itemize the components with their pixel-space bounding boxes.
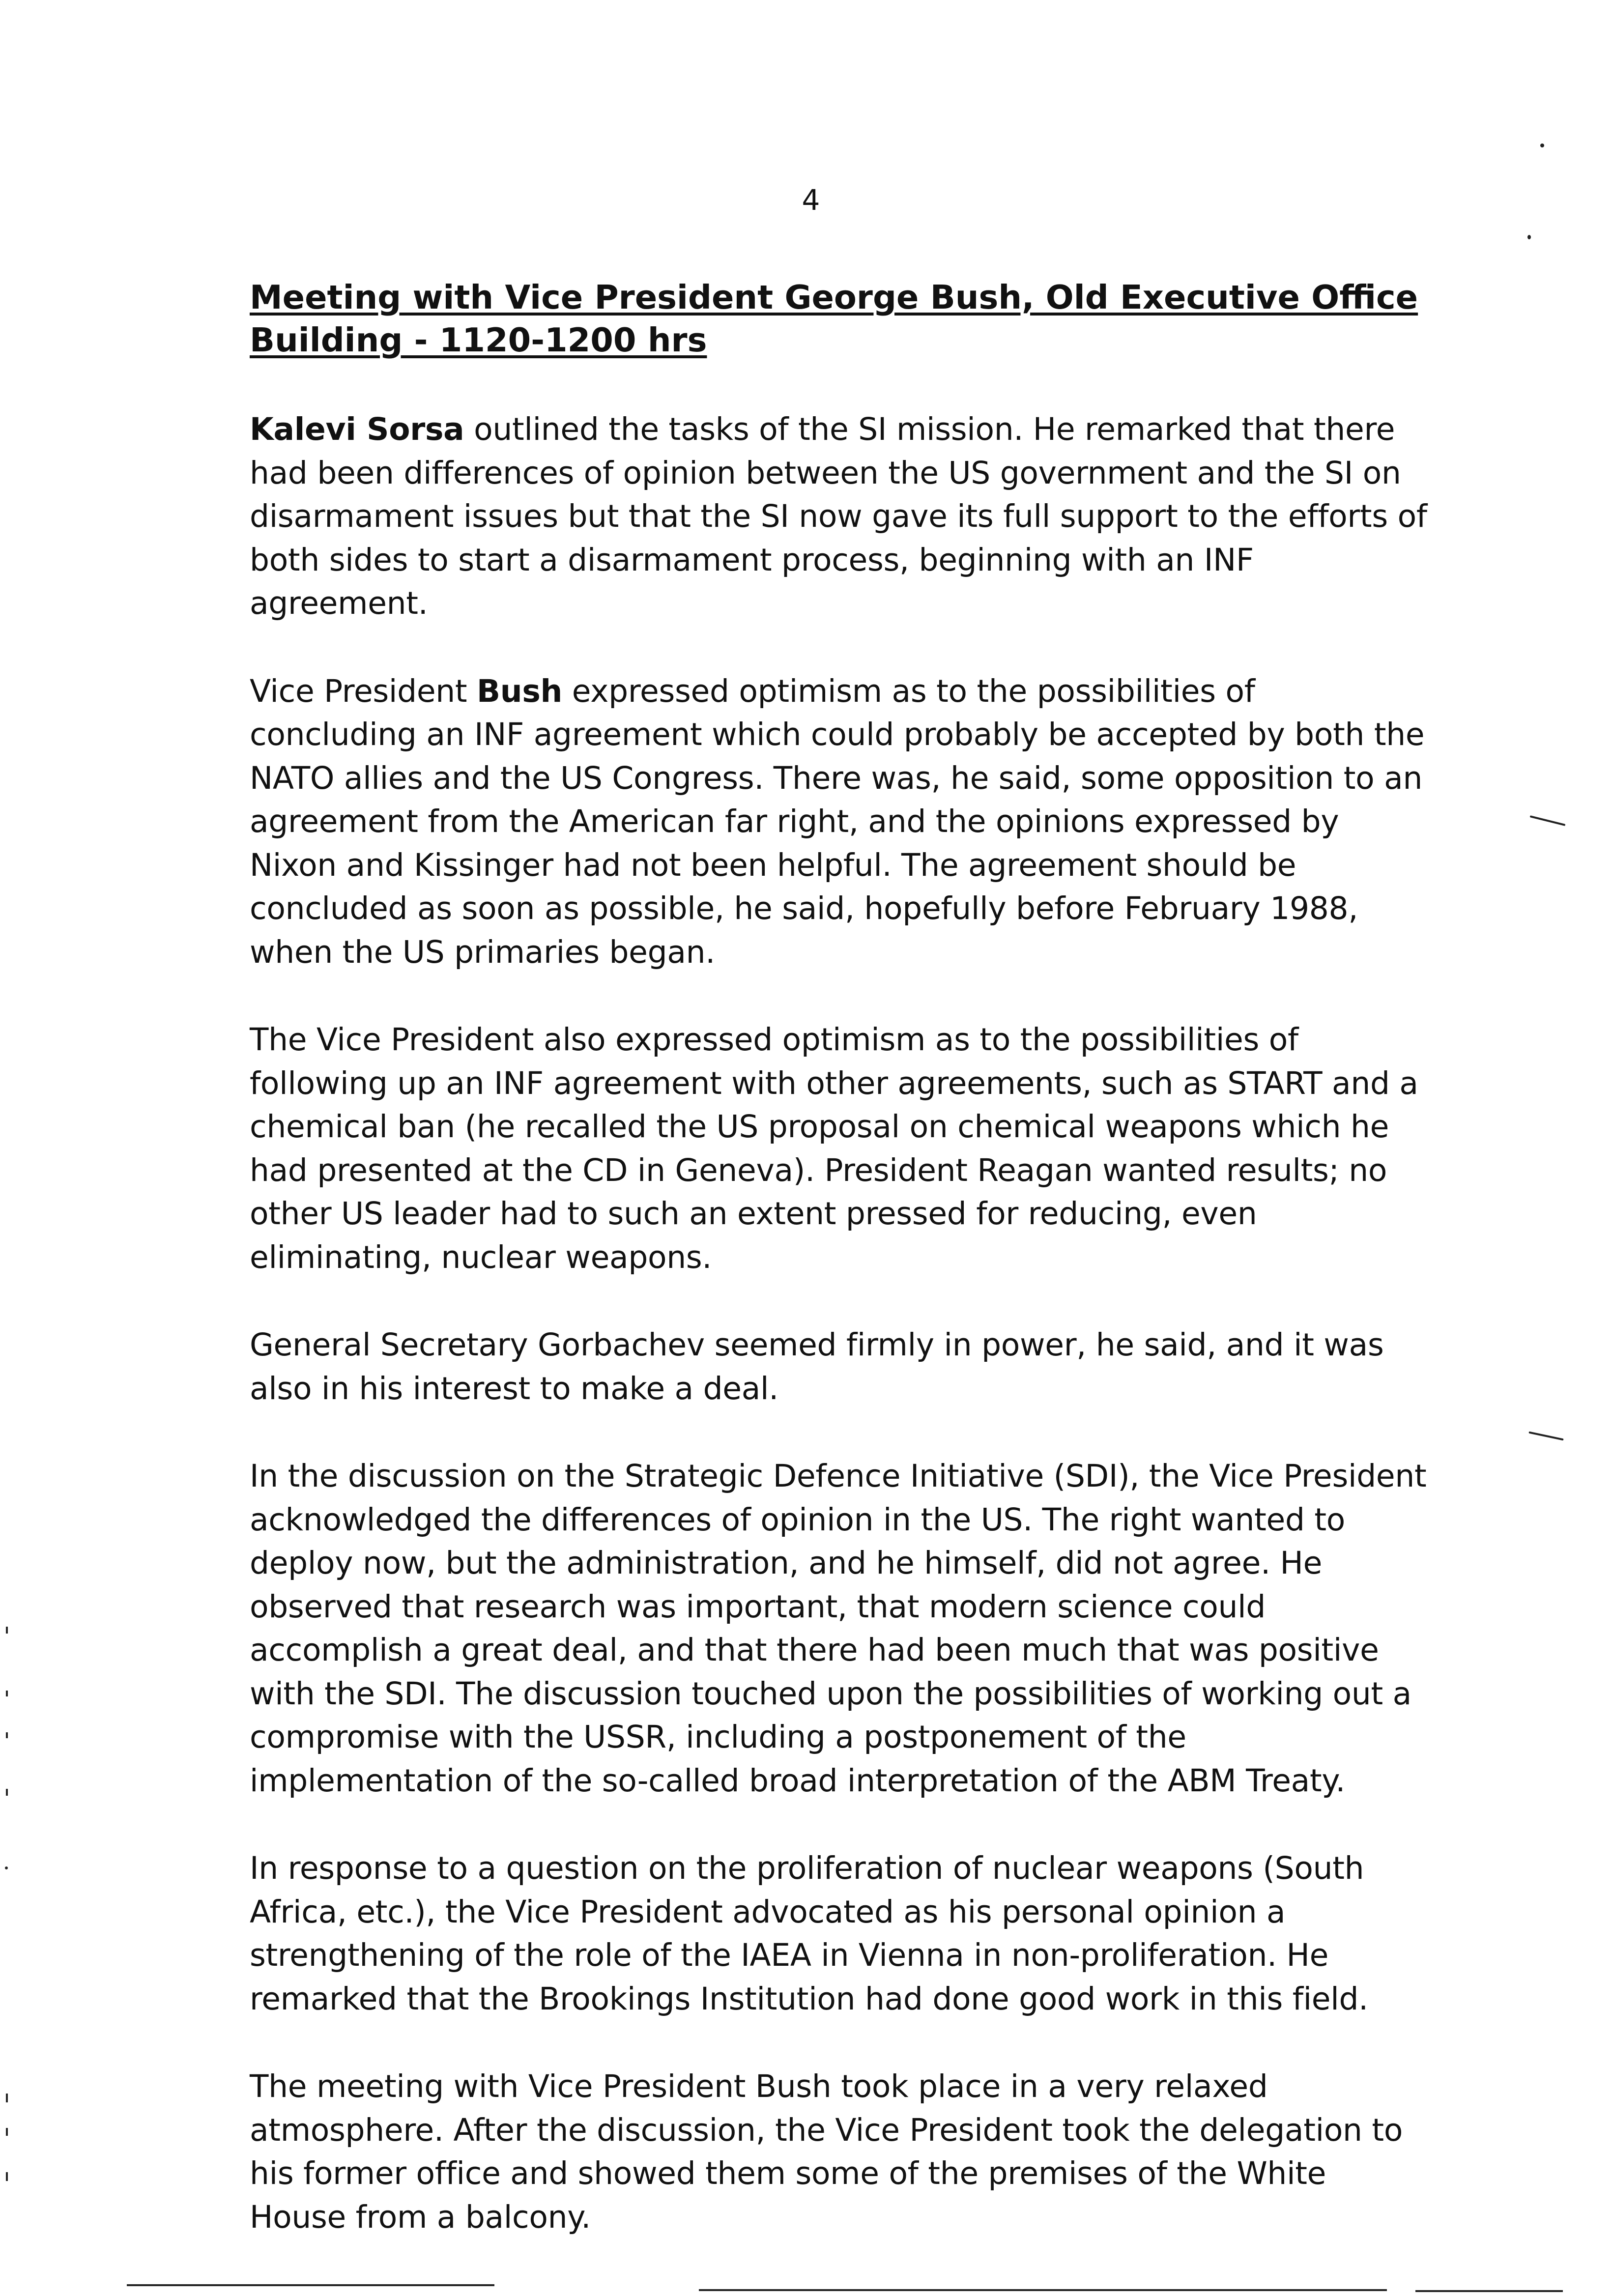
scan-speck xyxy=(1527,235,1531,239)
bottom-rule-left xyxy=(127,2284,494,2286)
document-body xyxy=(250,408,1429,2283)
paragraph-sdi: In the discussion on the Strategic Defence Initiative (SDI), the Vice President acknowledged the differences of opinion in the US. The right wanted to deploy now, but the administration, and he himself, did not agree. He observed that research was important, that modern science could accomplish a great deal, and that there had been much that was positive with the SDI. The discussion touched upon the possibilities of working out a compromise with the USSR, including a postponement of the implementation of the so-called broad interpretation of the ABM Treaty. xyxy=(250,1458,1427,1799)
paragraph-text: outlined the tasks of the SI mission. He remarked that there had been differences of opinion between the US government and the SI on disarmament issues but that the SI now gave its full support to the efforts of both sides to start a disarmament process, beginning with an INF agreement. xyxy=(250,411,1427,621)
meeting-heading: Meeting with Vice President George Bush, Old Executive Office Building - 1120-1200 hrs xyxy=(250,278,1418,359)
paragraph-atmosphere: The meeting with Vice President Bush took place in a very relaxed atmosphere. After the discussion, the Vice President took the delegation to his former office and showed them some of the premises of the White House from a balcony. xyxy=(250,2068,1403,2235)
paragraph-bush-optimism xyxy=(250,670,1429,975)
scan-speck xyxy=(6,2128,8,2136)
paragraph-lead: Vice President xyxy=(250,673,477,709)
paragraph-sorsa xyxy=(250,408,1429,626)
scan-speck xyxy=(6,2094,8,2102)
scan-speck xyxy=(6,2172,8,2181)
margin-mark xyxy=(1528,1432,1563,1441)
scan-speck xyxy=(6,1789,8,1796)
paragraph-proliferation: In response to a question on the proliferation of nuclear weapons (South Africa, etc.), the Vice President advocated as his personal opinion a strengthening of the role of the IAEA in Vienna in non-proliferation. He remarked that the Brookings Institution had done good work in this field. xyxy=(250,1850,1368,2017)
paragraph-follow-up-agreements: The Vice President also expressed optimism as to the possibilities of following up an INF agreement with other agreements, such as START and a chemical ban (he recalled the US proposal on chemical weapons which he had presented at the CD in Geneva). President Reagan wanted results; no other US leader had to such an extent pressed for reducing, even eliminating, nuclear weapons. xyxy=(250,1022,1418,1275)
scan-speck xyxy=(5,1866,8,1869)
margin-mark xyxy=(1530,815,1566,826)
speaker-name: Bush xyxy=(477,673,563,709)
bottom-rule-right xyxy=(699,2289,1387,2291)
page-number: 4 xyxy=(802,183,820,217)
scan-speck xyxy=(6,1627,8,1634)
paragraph-gorbachev: General Secretary Gorbachev seemed firmly in power, he said, and it was also in his interest to make a deal. xyxy=(250,1327,1384,1406)
speaker-name: Kalevi Sorsa xyxy=(250,411,464,447)
paragraph-text: expressed optimism as to the possibilities of concluding an INF agreement which could probably be accepted by both the NATO allies and the US Congress. There was, he said, some opposition to an agreement from the American far right, and the opinions expressed by Nixon and Kissinger had not been helpful. The agreement should be concluded as soon as possible, he said, hopefully before February 1988, when the US primaries began. xyxy=(250,673,1425,970)
scan-speck xyxy=(6,1691,8,1696)
scan-speck xyxy=(1540,144,1544,147)
scan-speck xyxy=(6,1732,8,1738)
bottom-rule-edge xyxy=(1415,2290,1563,2292)
